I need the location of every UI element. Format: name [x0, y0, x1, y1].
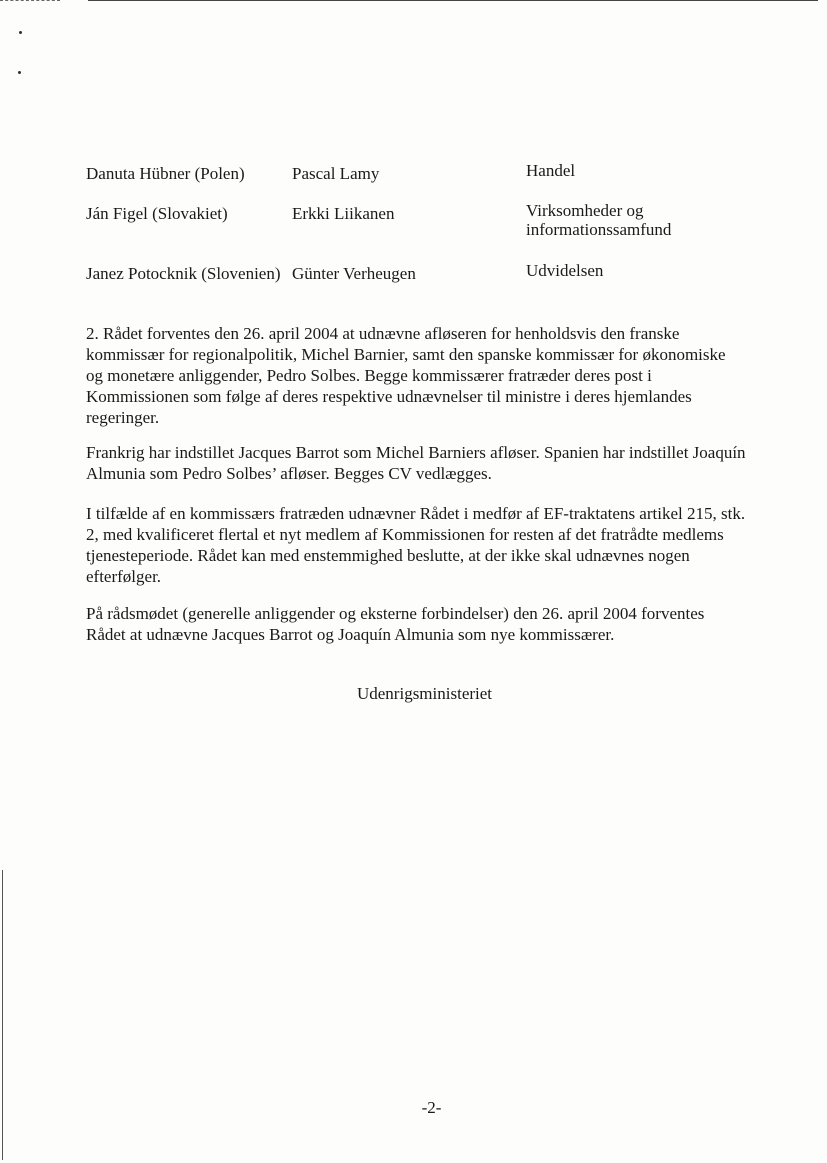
table-row-2-paired: Erkki Liikanen [292, 204, 395, 223]
paragraph-4: På rådsmødet (generelle anliggender og eksterne forbindelser) den 26. april 2004 forventes Rådet at udnævne Jacques Barrot og Joaquín Almunia som nye kommissærer. [86, 604, 705, 644]
paragraph-1: 2. Rådet forventes den 26. april 2004 at udnævne afløseren for henholdsvis den franske kommissær for regionalpolitik, Michel Barnier, samt den spanske kommissær for økonomiske og monetære anliggender, Pedro Solbes. Begge kommissærer fratræder deres post i Kommissionen som følge af deres respektive udnævnelser til ministre i deres hjemlandes regeringer. [86, 324, 726, 427]
table-row-3-name: Janez Potocknik (Slovenien) [86, 264, 281, 283]
signature: Udenrigsministeriet [356, 684, 493, 703]
table-row-2-portfolio-line-1: Virksomheder og [526, 201, 644, 220]
table-row-1-name: Danuta Hübner (Polen) [86, 164, 245, 183]
page-number: -2- [421, 1098, 442, 1117]
table-row-2-name: Ján Figel (Slovakiet) [86, 204, 228, 223]
scan-speck [18, 71, 21, 74]
scan-speck [19, 31, 22, 34]
table-row-1-portfolio-line-1: Handel [526, 161, 576, 180]
paragraph-2: Frankrig har indstillet Jacques Barrot som Michel Barniers afløser. Spanien har indstillet Joaquín Almunia som Pedro Solbes’ afløser. Begges CV vedlægges. [86, 443, 746, 483]
paragraph-3: I tilfælde af en kommissærs fratræden udnævner Rådet i medfør af EF-traktatens artikel 215, stk. 2, med kvalificeret flertal et nyt medlem af Kommissionen for resten af det fratrådte medlems tjenesteperiode. Rådet kan med enstemmighed beslutte, at der ikke skal udnævnes nogen efterfølger. [86, 504, 746, 586]
table-row-2-portfolio-line-2: informationssamfund [526, 220, 672, 239]
scan-artifact-dash [0, 0, 60, 2]
table-row-3-portfolio-line-1: Udvidelsen [526, 261, 604, 280]
table-row-3-paired: Günter Verheugen [292, 264, 416, 283]
scan-artifact-top-rule [88, 0, 818, 1]
table-row-1-paired: Pascal Lamy [292, 164, 380, 183]
